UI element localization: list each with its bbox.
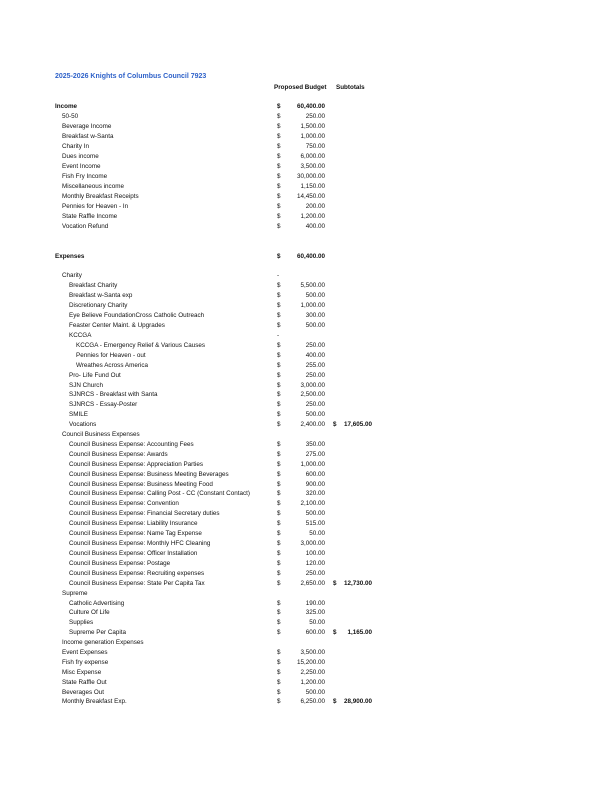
budget-row [0,281,612,291]
row-label: Council Business Expense: Calling Post - CC (Constant Contact) [69,490,250,497]
row-label: Council Business Expense: State Per Capita Tax [69,580,205,587]
row-label: Charity [62,272,82,279]
budget-amount: 3,000.00 [300,540,325,547]
budget-amount: 120.00 [305,560,325,567]
budget-row [0,430,612,440]
currency-symbol: $ [277,481,281,488]
document-title: 2025-2026 Knights of Columbus Council 7923 [55,73,207,80]
budget-row [0,529,612,539]
currency-symbol: $ [277,253,281,260]
budget-row [0,222,612,232]
row-label: Monthly Breakfast Receipts [62,193,139,200]
budget-amount: 30,000.00 [296,173,325,180]
budget-row [0,618,612,628]
budget-amount: 325.00 [305,609,325,616]
currency-symbol: $ [277,421,281,428]
budget-row [0,162,612,172]
budget-row [0,410,612,420]
row-label: Breakfast w-Santa [62,133,114,140]
currency-symbol: $ [277,213,281,220]
currency-symbol: $ [277,143,281,150]
row-label: Supplies [69,619,94,626]
budget-amount: 2,400.00 [300,421,325,428]
row-label: Beverages Out [62,689,105,696]
currency-symbol: $ [277,382,281,389]
budget-amount: 400.00 [305,223,325,230]
budget-amount: 100.00 [305,550,325,557]
row-label: Council Business Expense: Business Meeting Food [69,481,213,488]
currency-symbol: $ [277,411,281,418]
budget-row [0,628,612,638]
budget-amount: 600.00 [305,629,325,636]
currency-symbol: $ [277,609,281,616]
currency-symbol: $ [277,103,281,110]
currency-symbol: $ [277,401,281,408]
row-label: Breakfast w-Santa exp [69,292,133,299]
section-header-row [0,252,612,262]
budget-row [0,658,612,668]
row-label: Eye Believe FoundationCross Catholic Outreach [69,312,205,319]
currency-symbol: $ [277,679,281,686]
budget-amount: 500.00 [305,292,325,299]
subtotal-amount: 12,730.00 [343,580,372,587]
budget-row [0,470,612,480]
budget-row [0,608,612,618]
subtotal-currency-symbol: $ [333,629,337,636]
budget-amount: 500.00 [305,510,325,517]
row-label: Vocations [69,421,97,428]
budget-row [0,132,612,142]
budget-amount: 250.00 [305,372,325,379]
budget-row [0,569,612,579]
row-label: KCCGA - Emergency Relief & Various Causes [76,342,206,349]
budget-amount: 2,500.00 [300,391,325,398]
budget-row [0,361,612,371]
budget-row [0,509,612,519]
budget-row [0,172,612,182]
budget-amount: 15,200.00 [296,659,325,666]
budget-row [0,271,612,281]
currency-symbol: - [277,272,280,279]
row-label: Supreme Per Capita [69,629,127,636]
budget-amount: 900.00 [305,481,325,488]
row-label: Feaster Center Maint. & Upgrades [69,322,165,329]
budget-row [0,519,612,529]
budget-amount: 60,400.00 [296,103,325,110]
currency-symbol: $ [277,342,281,349]
budget-row [0,122,612,132]
budget-amount: 400.00 [305,352,325,359]
row-label: Council Business Expense: Officer Installation [69,550,198,557]
budget-row [0,331,612,341]
budget-amount: 1,200.00 [300,679,325,686]
row-label: Income generation Expenses [62,639,144,646]
budget-amount: 2,100.00 [300,500,325,507]
subtotal-currency-symbol: $ [333,698,337,705]
budget-amount: 1,200.00 [300,213,325,220]
row-label: State Raffle Income [62,213,118,220]
row-label: Council Business Expenses [62,431,140,438]
budget-row [0,112,612,122]
currency-symbol: $ [277,510,281,517]
row-label: Income [55,103,78,110]
budget-row [0,341,612,351]
budget-row [0,152,612,162]
currency-symbol: $ [277,322,281,329]
row-label: Vocation Refund [62,223,109,230]
budget-row [0,301,612,311]
subtotal-amount: 17,605.00 [343,421,372,428]
row-label: Council Business Expense: Awards [69,451,168,458]
currency-symbol: $ [277,163,281,170]
budget-amount: 200.00 [305,203,325,210]
budget-row [0,697,612,707]
currency-symbol: $ [277,520,281,527]
budget-amount: 350.00 [305,441,325,448]
budget-amount: 6,250.00 [300,698,325,705]
row-label: Fish fry expense [62,659,109,666]
budget-amount: 1,000.00 [300,461,325,468]
budget-row [0,371,612,381]
budget-amount: 250.00 [305,113,325,120]
currency-symbol: $ [277,362,281,369]
row-label: Council Business Expense: Accounting Fees [69,441,194,448]
currency-symbol: $ [277,570,281,577]
currency-symbol: $ [277,312,281,319]
budget-amount: 500.00 [305,689,325,696]
currency-symbol: $ [277,282,281,289]
subtotal-amount: 1,165.00 [347,629,372,636]
row-label: Council Business Expense: Business Meeting Beverages [69,471,229,478]
subtotal-amount: 28,900.00 [343,698,372,705]
row-label: Council Business Expense: Postage [69,560,171,567]
currency-symbol: $ [277,600,281,607]
currency-symbol: $ [277,540,281,547]
budget-row [0,648,612,658]
currency-symbol: $ [277,193,281,200]
budget-amount: 250.00 [305,570,325,577]
row-label: Beverage Income [62,123,112,130]
budget-amount: 600.00 [305,471,325,478]
budget-amount: 275.00 [305,451,325,458]
currency-symbol: $ [277,173,281,180]
currency-symbol: $ [277,659,281,666]
currency-symbol: $ [277,580,281,587]
currency-symbol: $ [277,302,281,309]
budget-row [0,311,612,321]
currency-symbol: $ [277,689,281,696]
budget-row [0,291,612,301]
budget-amount: 250.00 [305,401,325,408]
currency-symbol: $ [277,698,281,705]
currency-symbol: $ [277,461,281,468]
row-label: Council Business Expense: Name Tag Expense [69,530,202,537]
currency-symbol: $ [277,619,281,626]
currency-symbol: $ [277,352,281,359]
budget-amount: 2,250.00 [300,669,325,676]
budget-row [0,559,612,569]
budget-row [0,638,612,648]
budget-amount: 3,500.00 [300,649,325,656]
row-label: SJNRCS - Breakfast with Santa [69,391,158,398]
row-label: SJNRCS - Essay-Poster [69,401,138,408]
budget-amount: 60,400.00 [296,253,325,260]
currency-symbol: $ [277,292,281,299]
section-header-row [0,102,612,112]
currency-symbol: $ [277,223,281,230]
currency-symbol: $ [277,391,281,398]
row-label: Council Business Expense: Liability Insurance [69,520,198,527]
budget-amount: 500.00 [305,411,325,418]
row-label: Fish Fry Income [62,173,108,180]
row-label: Misc Expense [62,669,102,676]
currency-symbol: $ [277,183,281,190]
budget-row [0,450,612,460]
row-label: Event Income [62,163,101,170]
budget-amount: 5,500.00 [300,282,325,289]
budget-row [0,440,612,450]
budget-amount: 14,450.00 [296,193,325,200]
subtotal-currency-symbol: $ [333,421,337,428]
row-label: Council Business Expense: Convention [69,500,179,507]
budget-amount: 190.00 [305,600,325,607]
row-label: Event Expenses [62,649,108,656]
budget-row [0,579,612,589]
budget-row [0,539,612,549]
budget-row [0,589,612,599]
budget-row [0,390,612,400]
budget-amount: 3,500.00 [300,163,325,170]
budget-row [0,489,612,499]
budget-row [0,400,612,410]
row-label: SJN Church [69,382,103,389]
row-label: State Raffle Out [62,679,107,686]
budget-row [0,212,612,222]
budget-amount: 6,000.00 [300,153,325,160]
row-label: Culture Of Life [69,609,110,616]
row-label: KCCGA [69,332,92,339]
row-label: Expenses [55,253,85,260]
budget-amount: 250.00 [305,342,325,349]
row-label: Council Business Expense: Recruiting expenses [69,570,205,577]
budget-amount: 1,500.00 [300,123,325,130]
row-label: Pennies for Heaven - out [76,352,146,359]
budget-row [0,420,612,430]
budget-row [0,351,612,361]
row-label: Wreathes Across America [76,362,148,369]
currency-symbol: $ [277,669,281,676]
currency-symbol: $ [277,471,281,478]
budget-row [0,202,612,212]
row-label: Charity In [62,143,89,150]
row-label: Supreme [62,590,88,597]
subtotal-currency-symbol: $ [333,580,337,587]
budget-amount: 50.00 [309,619,325,626]
budget-amount: 255.00 [305,362,325,369]
budget-row [0,192,612,202]
currency-symbol: $ [277,560,281,567]
budget-amount: 2,650.00 [300,580,325,587]
currency-symbol: $ [277,203,281,210]
budget-row [0,460,612,470]
row-label: SMILE [69,411,88,418]
budget-row [0,182,612,192]
currency-symbol: $ [277,133,281,140]
currency-symbol: $ [277,372,281,379]
currency-symbol: $ [277,153,281,160]
budget-amount: 750.00 [305,143,325,150]
currency-symbol: $ [277,649,281,656]
budget-amount: 320.00 [305,490,325,497]
currency-symbol: $ [277,113,281,120]
currency-symbol: $ [277,490,281,497]
currency-symbol: $ [277,500,281,507]
budget-row [0,678,612,688]
row-label: Discretionary Charity [69,302,128,309]
row-label: Breakfast Charity [69,282,118,289]
budget-amount: 3,000.00 [300,382,325,389]
budget-row [0,142,612,152]
row-label: Pennies for Heaven - In [62,203,129,210]
row-label: Council Business Expense: Monthly HFC Cleaning [69,540,211,547]
proposed-budget-header: Proposed Budget [274,84,327,91]
currency-symbol: $ [277,441,281,448]
row-label: Dues income [62,153,99,160]
budget-amount: 1,150.00 [300,183,325,190]
row-label: Pro- Life Fund Out [69,372,121,379]
budget-amount: 300.00 [305,312,325,319]
row-label: Miscellaneous income [62,183,124,190]
currency-symbol: - [277,332,280,339]
currency-symbol: $ [277,629,281,636]
budget-row [0,499,612,509]
budget-row [0,321,612,331]
currency-symbol: $ [277,530,281,537]
budget-amount: 515.00 [305,520,325,527]
currency-symbol: $ [277,451,281,458]
row-label: Catholic Advertising [69,600,125,607]
budget-row [0,549,612,559]
currency-symbol: $ [277,550,281,557]
budget-amount: 1,000.00 [300,133,325,140]
row-label: Monthly Breakfast Exp. [62,698,127,705]
row-label: Council Business Expense: Appreciation Parties [69,461,204,468]
currency-symbol: $ [277,123,281,130]
budget-row [0,668,612,678]
budget-amount: 1,000.00 [300,302,325,309]
row-label: Council Business Expense: Financial Secretary duties [69,510,220,517]
budget-amount: 50.00 [309,530,325,537]
budget-amount: 500.00 [305,322,325,329]
subtotals-header: Subtotals [336,84,365,91]
row-label: 50-50 [62,113,79,120]
